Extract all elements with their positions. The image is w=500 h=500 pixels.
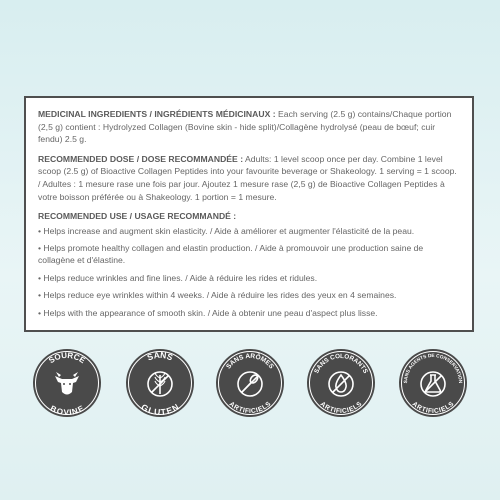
- badge-top-label: SOURCE: [47, 350, 87, 366]
- badge-source-bovine: [32, 348, 102, 418]
- ingredients-text: Each serving (2.5 g) contains/Chaque portion (2,5 g) contient : Hydrolyzed Collagen (Bovine skin - hide split)/Collagène hydrolysé (peau de bœuf; cuir fendu) 2.5 g.: [38, 109, 452, 145]
- badge-bottom-label: BOVINE: [48, 403, 86, 417]
- dose-paragraph: [38, 153, 460, 203]
- dose-heading: RECOMMENDED DOSE / DOSE RECOMMANDÉE :: [38, 153, 244, 164]
- ingredients-heading: MEDICINAL INGREDIENTS / INGRÉDIENTS MÉDICINAUX :: [38, 109, 276, 119]
- badge-bottom-label: ARTIFICIELS: [410, 400, 456, 416]
- badge-top-label: SANS COLORANTS: [313, 352, 369, 375]
- badge-sans-agents-conservation: [398, 348, 468, 418]
- use-list: [38, 226, 460, 320]
- dose-text: Adults: 1 level scoop once per day. Combine 1 level scoop (2.5 g) of Bioactive Collagen Peptides into your favourite beverage or Shakeology. 1 serving = 1 scoop. / Adultes : 1 mesure rase une fois par jour. Ajoutez 1 mesure rase (2,5 g) de Bioactive Collagen Peptides à votre boisson préférée ou à Shakeology. 1 portion = 1 mesure.: [38, 153, 457, 202]
- badge-top-label: SANS ARÔMES: [225, 352, 275, 371]
- badge-bottom-label: GLUTEN: [139, 402, 181, 418]
- list-item: • Helps promote healthy collagen and elastin production. / Aide à promouvoir une production saine de collagène et d'élastine.: [38, 243, 460, 266]
- list-item: • Helps reduce wrinkles and fine lines. / Aide à réduire les rides et ridules.: [38, 273, 460, 285]
- badge-row: [0, 348, 500, 438]
- badge-sans-colorants: [306, 348, 376, 418]
- badge-bottom-label: ARTIFICIELS: [227, 400, 273, 416]
- badge-top-label: SANS AGENTS DE CONSERVATION: [403, 353, 463, 384]
- badge-sans-gluten: [125, 348, 195, 418]
- ingredients-panel: [24, 96, 474, 332]
- list-item: • Helps reduce eye wrinkles within 4 weeks. / Aide à réduire les rides des yeux en 4 semaines.: [38, 290, 460, 302]
- badge-top-label: SANS: [145, 349, 175, 363]
- badge-sans-aromes: [215, 348, 285, 418]
- badge-bottom-label: ARTIFICIELS: [318, 400, 364, 416]
- list-item: • Helps increase and augment skin elasticity. / Aide à améliorer et augmenter l'élasticité de la peau.: [38, 226, 460, 238]
- list-item: • Helps with the appearance of smooth skin. / Aide à obtenir une peau d'aspect plus lisse.: [38, 308, 460, 320]
- use-heading: RECOMMENDED USE / USAGE RECOMMANDÉ :: [38, 211, 237, 222]
- ingredients-paragraph: [38, 108, 460, 146]
